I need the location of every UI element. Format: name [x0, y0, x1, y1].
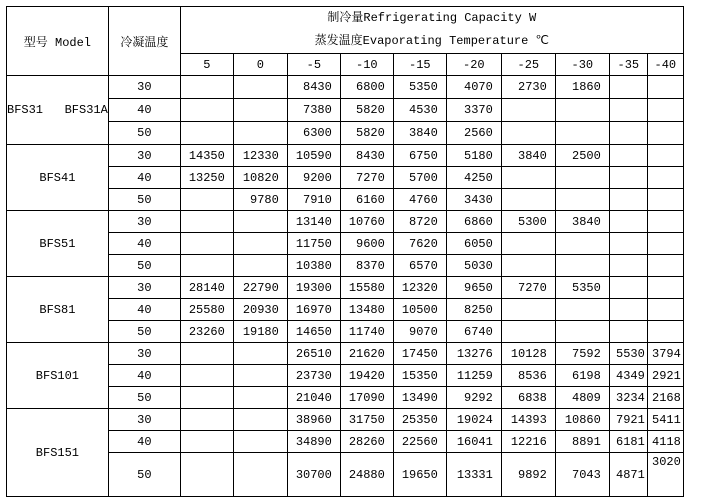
capacity-value-cell: 21040 [287, 387, 340, 409]
table-row [7, 431, 684, 453]
capacity-value-cell: 8430 [287, 76, 340, 99]
capacity-title [180, 7, 683, 54]
capacity-value-cell: 6800 [340, 76, 393, 99]
capacity-value-cell: 12216 [501, 431, 555, 453]
capacity-value-cell [609, 145, 647, 167]
capacity-value-cell [647, 233, 683, 255]
capacity-value-cell [501, 99, 555, 122]
evaporating-temp-header: 5 [180, 54, 233, 76]
capacity-value-cell: 3370 [446, 99, 501, 122]
capacity-value-cell: 10760 [340, 211, 393, 233]
capacity-title-line2: 蒸发温度Evaporating Temperature ℃ [314, 34, 549, 48]
capacity-value-cell: 13331 [446, 453, 501, 497]
condensing-temp-cell: 40 [108, 431, 180, 453]
condensing-temp-cell: 40 [108, 167, 180, 189]
capacity-value-cell: 31750 [340, 409, 393, 431]
capacity-value-cell [555, 167, 609, 189]
condensing-temp-cell: 30 [108, 76, 180, 99]
capacity-value-cell: 9650 [446, 277, 501, 299]
capacity-value-cell [609, 277, 647, 299]
capacity-value-cell [647, 99, 683, 122]
capacity-value-cell: 4118 [647, 431, 683, 453]
capacity-value-cell: 12320 [393, 277, 446, 299]
capacity-title-line1: 制冷量Refrigerating Capacity W [327, 11, 537, 25]
capacity-value-cell [180, 99, 233, 122]
table-row [7, 189, 684, 211]
table-row [7, 387, 684, 409]
model-name-cell: BFS151 [7, 409, 109, 497]
capacity-value-cell: 6050 [446, 233, 501, 255]
capacity-value-cell: 7270 [340, 167, 393, 189]
model-header: 型号 Model [7, 7, 109, 76]
capacity-value-cell [609, 122, 647, 145]
table-body [7, 76, 684, 497]
capacity-value-cell: 16041 [446, 431, 501, 453]
capacity-value-cell [233, 211, 287, 233]
capacity-value-cell: 11259 [446, 365, 501, 387]
capacity-value-cell [233, 365, 287, 387]
capacity-value-cell: 8250 [446, 299, 501, 321]
capacity-value-cell: 4250 [446, 167, 501, 189]
capacity-table [6, 6, 684, 497]
capacity-value-cell [555, 255, 609, 277]
capacity-value-cell [609, 255, 647, 277]
capacity-value-cell: 8720 [393, 211, 446, 233]
capacity-value-cell: 2560 [446, 122, 501, 145]
capacity-value-cell: 4871 [609, 453, 647, 497]
capacity-value-cell: 4530 [393, 99, 446, 122]
capacity-value-cell: 19180 [233, 321, 287, 343]
capacity-value-cell: 5180 [446, 145, 501, 167]
capacity-value-cell: 5411 [647, 409, 683, 431]
capacity-value-cell: 9780 [233, 189, 287, 211]
capacity-value-cell: 5820 [340, 99, 393, 122]
capacity-value-cell [180, 387, 233, 409]
capacity-value-cell [180, 431, 233, 453]
capacity-value-cell: 11750 [287, 233, 340, 255]
capacity-value-cell [501, 189, 555, 211]
capacity-value-cell [647, 167, 683, 189]
condensing-temp-cell: 50 [108, 387, 180, 409]
capacity-value-cell: 9600 [340, 233, 393, 255]
capacity-value-cell [501, 122, 555, 145]
capacity-value-cell: 9200 [287, 167, 340, 189]
condensing-temp-cell: 30 [108, 211, 180, 233]
capacity-value-cell: 7921 [609, 409, 647, 431]
capacity-value-cell: 9892 [501, 453, 555, 497]
capacity-value-cell: 3840 [555, 211, 609, 233]
capacity-value-cell: 15350 [393, 365, 446, 387]
table-row [7, 453, 684, 497]
capacity-value-cell: 26510 [287, 343, 340, 365]
evaporating-temp-header: -40 [647, 54, 683, 76]
capacity-value-cell: 3840 [501, 145, 555, 167]
capacity-value-cell: 14393 [501, 409, 555, 431]
capacity-value-cell: 2730 [501, 76, 555, 99]
capacity-value-cell: 17450 [393, 343, 446, 365]
capacity-value-cell: 15580 [340, 277, 393, 299]
evaporating-temp-header: -30 [555, 54, 609, 76]
capacity-value-cell: 10128 [501, 343, 555, 365]
capacity-value-cell [609, 76, 647, 99]
capacity-value-cell [501, 167, 555, 189]
capacity-value-cell [555, 99, 609, 122]
capacity-value-cell: 17090 [340, 387, 393, 409]
capacity-value-cell [609, 321, 647, 343]
capacity-value-cell [233, 453, 287, 497]
evaporating-temp-header: 0 [233, 54, 287, 76]
condensing-temp-cell: 50 [108, 453, 180, 497]
capacity-value-cell: 19024 [446, 409, 501, 431]
capacity-value-cell [555, 233, 609, 255]
capacity-value-cell: 10860 [555, 409, 609, 431]
model-name-cell: BFS51 [7, 211, 109, 277]
capacity-value-cell: 5300 [501, 211, 555, 233]
capacity-value-cell [647, 145, 683, 167]
capacity-value-cell [180, 122, 233, 145]
condensing-temp-cell: 40 [108, 233, 180, 255]
table-row [7, 233, 684, 255]
capacity-value-cell [180, 233, 233, 255]
capacity-value-cell [647, 321, 683, 343]
capacity-value-cell: 6300 [287, 122, 340, 145]
capacity-value-cell [233, 122, 287, 145]
capacity-value-cell: 2500 [555, 145, 609, 167]
condensing-temp-cell: 30 [108, 277, 180, 299]
evaporating-temp-header: -15 [393, 54, 446, 76]
condensing-temp-cell: 40 [108, 299, 180, 321]
condensing-temp-cell: 50 [108, 122, 180, 145]
capacity-value-cell: 23260 [180, 321, 233, 343]
capacity-value-cell: 5350 [555, 277, 609, 299]
capacity-value-cell: 5530 [609, 343, 647, 365]
capacity-value-cell: 10820 [233, 167, 287, 189]
capacity-value-cell: 11740 [340, 321, 393, 343]
capacity-value-cell: 7910 [287, 189, 340, 211]
capacity-value-cell: 9070 [393, 321, 446, 343]
capacity-value-cell: 8891 [555, 431, 609, 453]
capacity-value-cell [647, 211, 683, 233]
capacity-value-cell: 24880 [340, 453, 393, 497]
capacity-value-cell [555, 189, 609, 211]
condensing-temp-cell: 30 [108, 343, 180, 365]
capacity-value-cell: 6750 [393, 145, 446, 167]
capacity-value-cell: 6160 [340, 189, 393, 211]
table-row [7, 167, 684, 189]
condensing-temp-header: 冷凝温度 [108, 7, 180, 76]
capacity-value-cell: 14350 [180, 145, 233, 167]
capacity-value-cell [501, 321, 555, 343]
capacity-value-cell [609, 189, 647, 211]
capacity-value-cell [180, 211, 233, 233]
capacity-value-cell: 12330 [233, 145, 287, 167]
condensing-temp-cell: 30 [108, 409, 180, 431]
capacity-value-cell [647, 277, 683, 299]
capacity-value-cell: 6740 [446, 321, 501, 343]
capacity-value-cell [180, 409, 233, 431]
capacity-value-cell: 25350 [393, 409, 446, 431]
capacity-value-cell: 38960 [287, 409, 340, 431]
capacity-value-cell: 8536 [501, 365, 555, 387]
table-row [7, 409, 684, 431]
capacity-value-cell [180, 365, 233, 387]
capacity-value-cell [501, 233, 555, 255]
condensing-temp-cell: 50 [108, 189, 180, 211]
capacity-value-cell: 6181 [609, 431, 647, 453]
capacity-value-cell [233, 387, 287, 409]
capacity-value-cell: 8430 [340, 145, 393, 167]
table-row [7, 343, 684, 365]
capacity-value-cell: 7380 [287, 99, 340, 122]
capacity-value-cell [647, 122, 683, 145]
capacity-value-cell: 3234 [609, 387, 647, 409]
capacity-value-cell: 4760 [393, 189, 446, 211]
capacity-value-cell [555, 122, 609, 145]
capacity-value-cell: 13140 [287, 211, 340, 233]
condensing-temp-cell: 30 [108, 145, 180, 167]
capacity-value-cell: 6570 [393, 255, 446, 277]
capacity-value-cell: 10380 [287, 255, 340, 277]
capacity-value-cell: 10500 [393, 299, 446, 321]
capacity-value-cell: 3020 [647, 453, 683, 497]
table-row [7, 299, 684, 321]
capacity-value-cell [233, 255, 287, 277]
capacity-value-cell [555, 299, 609, 321]
table-row [7, 99, 684, 122]
capacity-value-cell [647, 255, 683, 277]
capacity-value-cell: 16970 [287, 299, 340, 321]
capacity-value-cell [647, 299, 683, 321]
capacity-value-cell: 3430 [446, 189, 501, 211]
capacity-value-cell [609, 211, 647, 233]
capacity-value-cell: 3840 [393, 122, 446, 145]
capacity-value-cell: 13490 [393, 387, 446, 409]
capacity-value-cell: 22560 [393, 431, 446, 453]
capacity-value-cell: 19300 [287, 277, 340, 299]
table-row [7, 255, 684, 277]
capacity-value-cell: 28260 [340, 431, 393, 453]
capacity-value-cell: 25580 [180, 299, 233, 321]
capacity-value-cell [609, 233, 647, 255]
table-row [7, 122, 684, 145]
capacity-value-cell: 13250 [180, 167, 233, 189]
capacity-value-cell: 2921 [647, 365, 683, 387]
capacity-value-cell [555, 321, 609, 343]
capacity-value-cell: 22790 [233, 277, 287, 299]
capacity-value-cell [647, 189, 683, 211]
capacity-value-cell: 5820 [340, 122, 393, 145]
capacity-value-cell: 6838 [501, 387, 555, 409]
table-row [7, 211, 684, 233]
capacity-value-cell: 19650 [393, 453, 446, 497]
capacity-value-cell [609, 99, 647, 122]
capacity-value-cell [233, 409, 287, 431]
capacity-value-cell [501, 255, 555, 277]
model-name-cell: BFS101 [7, 343, 109, 409]
capacity-value-cell: 1860 [555, 76, 609, 99]
capacity-value-cell: 14650 [287, 321, 340, 343]
capacity-value-cell: 2168 [647, 387, 683, 409]
model-name-cell: BFS81 [7, 277, 109, 343]
evaporating-temp-header: -5 [287, 54, 340, 76]
table-row [7, 321, 684, 343]
capacity-value-cell [180, 76, 233, 99]
table-row [7, 145, 684, 167]
capacity-value-cell [501, 299, 555, 321]
capacity-value-cell: 3794 [647, 343, 683, 365]
capacity-value-cell: 20930 [233, 299, 287, 321]
capacity-value-cell: 8370 [340, 255, 393, 277]
capacity-value-cell [233, 233, 287, 255]
capacity-value-cell: 7620 [393, 233, 446, 255]
capacity-value-cell: 4809 [555, 387, 609, 409]
capacity-value-cell: 10590 [287, 145, 340, 167]
capacity-value-cell: 23730 [287, 365, 340, 387]
capacity-value-cell: 7270 [501, 277, 555, 299]
table-row [7, 76, 684, 99]
capacity-value-cell: 28140 [180, 277, 233, 299]
model-name-cell: BFS31 BFS31A [7, 76, 109, 145]
capacity-value-cell: 19420 [340, 365, 393, 387]
capacity-value-cell [233, 99, 287, 122]
table-row [7, 277, 684, 299]
evaporating-temp-header: -20 [446, 54, 501, 76]
capacity-value-cell [233, 343, 287, 365]
condensing-temp-cell: 50 [108, 255, 180, 277]
capacity-value-cell: 13480 [340, 299, 393, 321]
capacity-value-cell: 21620 [340, 343, 393, 365]
capacity-value-cell [180, 453, 233, 497]
capacity-value-cell [233, 431, 287, 453]
capacity-value-cell: 6198 [555, 365, 609, 387]
capacity-value-cell [647, 76, 683, 99]
capacity-value-cell: 34890 [287, 431, 340, 453]
capacity-value-cell: 5350 [393, 76, 446, 99]
capacity-value-cell: 5700 [393, 167, 446, 189]
capacity-value-cell: 4349 [609, 365, 647, 387]
capacity-value-cell: 9292 [446, 387, 501, 409]
capacity-value-cell: 13276 [446, 343, 501, 365]
condensing-temp-cell: 50 [108, 321, 180, 343]
capacity-value-cell: 30700 [287, 453, 340, 497]
capacity-value-cell [233, 76, 287, 99]
condensing-temp-cell: 40 [108, 99, 180, 122]
capacity-value-cell: 5030 [446, 255, 501, 277]
capacity-value-cell: 4070 [446, 76, 501, 99]
capacity-value-cell [609, 167, 647, 189]
condensing-temp-cell: 40 [108, 365, 180, 387]
capacity-value-cell: 7043 [555, 453, 609, 497]
capacity-value-cell [180, 343, 233, 365]
capacity-value-cell [180, 255, 233, 277]
capacity-value-cell [180, 189, 233, 211]
table-row [7, 365, 684, 387]
evaporating-temp-header: -25 [501, 54, 555, 76]
capacity-value-cell [609, 299, 647, 321]
model-name-cell: BFS41 [7, 145, 109, 211]
capacity-value-cell: 7592 [555, 343, 609, 365]
capacity-value-cell: 6860 [446, 211, 501, 233]
evaporating-temp-header: -35 [609, 54, 647, 76]
evaporating-temp-header: -10 [340, 54, 393, 76]
